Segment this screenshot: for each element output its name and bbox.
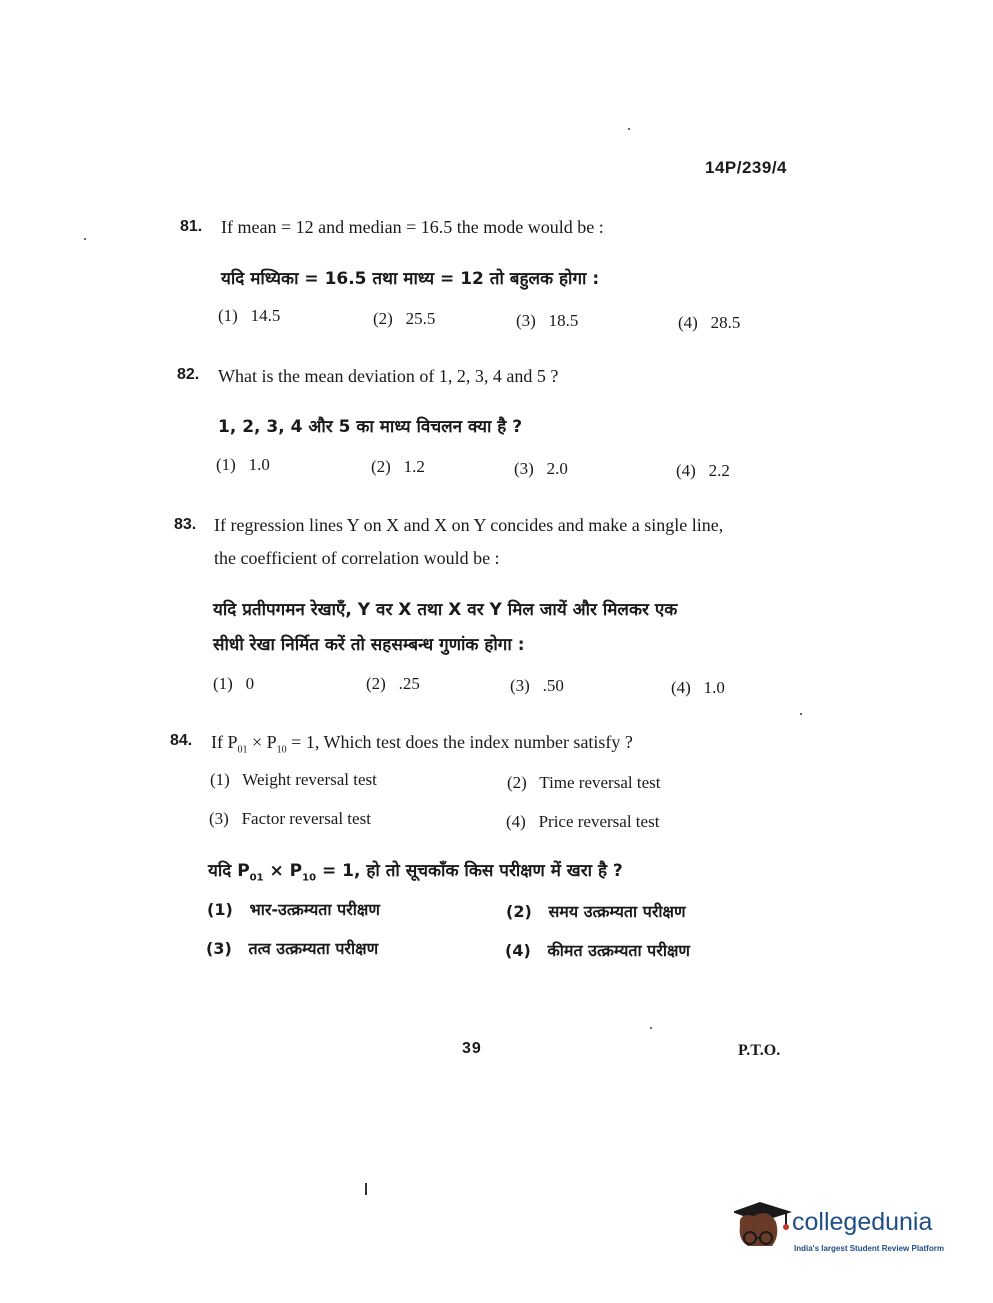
question-83-text-hi-line1: यदि प्रतीपगमन रेखाएँ, Y वर X तथा X वर Y मिल जायें और मिलकर एक xyxy=(213,600,678,620)
question-82-number: 82. xyxy=(177,366,200,383)
q81-option-4: (4) 28.5 xyxy=(678,313,741,332)
scan-speck xyxy=(628,128,630,130)
watermark-brand: collegedunia xyxy=(792,1208,933,1236)
q83-option-1: (1) 0 xyxy=(213,674,255,693)
pto-label: P.T.O. xyxy=(738,1042,781,1059)
paper-code: 14P/239/4 xyxy=(705,158,788,177)
question-83-text-hi-line2: सीधी रेखा निर्मित करें तो सहसम्बन्ध गुणांक होगा : xyxy=(213,635,525,655)
q81-option-3: (3) 18.5 xyxy=(516,311,579,330)
question-81-text-en: If mean = 12 and median = 16.5 the mode would be : xyxy=(221,217,604,237)
scan-speck xyxy=(84,238,86,240)
scan-speck xyxy=(650,1027,652,1029)
q84-option-4-hi: (4) कीमत उत्क्रम्यता परीक्षण xyxy=(505,941,691,960)
page-number: 39 xyxy=(462,1040,482,1057)
q84-option-3-en: (3) Factor reversal test xyxy=(209,809,371,828)
q83-option-3: (3) .50 xyxy=(510,676,564,695)
q82-option-3: (3) 2.0 xyxy=(514,459,568,478)
q84-option-3-hi: (3) तत्व उत्क्रम्यता परीक्षण xyxy=(206,939,379,958)
q82-option-2: (2) 1.2 xyxy=(371,457,425,476)
question-81-number: 81. xyxy=(180,218,203,235)
question-82-text-hi: 1, 2, 3, 4 और 5 का माध्य विचलन क्या है ? xyxy=(218,417,523,437)
watermark-tagline: India's largest Student Review Platform xyxy=(794,1244,944,1253)
q84-option-4-en: (4) Price reversal test xyxy=(506,812,660,831)
q84-option-2-hi: (2) समय उत्क्रम्यता परीक्षण xyxy=(506,902,686,921)
question-83-text-en-line1: If regression lines Y on X and X on Y concides and make a single line, xyxy=(214,515,724,535)
q81-option-1: (1) 14.5 xyxy=(218,306,281,325)
question-84-number: 84. xyxy=(170,732,193,749)
q84-option-1-en: (1) Weight reversal test xyxy=(210,770,377,789)
q81-option-2: (2) 25.5 xyxy=(373,309,436,328)
q83-option-4: (4) 1.0 xyxy=(671,678,725,697)
q83-option-2: (2) .25 xyxy=(366,674,420,693)
question-84-text-en: If $P_{01} \times P_{10} = 1$, Which test does the index number satisfy ? xyxy=(211,732,633,756)
question-83-number: 83. xyxy=(174,516,197,533)
scan-mark xyxy=(365,1183,367,1195)
scan-speck xyxy=(800,713,802,715)
q82-option-1: (1) 1.0 xyxy=(216,455,270,474)
q82-option-4: (4) 2.2 xyxy=(676,461,730,480)
q84-option-2-en: (2) Time reversal test xyxy=(507,773,661,792)
question-82-text-en: What is the mean deviation of 1, 2, 3, 4 and 5 ? xyxy=(218,366,559,386)
question-81-text-hi: यदि मध्यिका = 16.5 तथा माध्य = 12 तो बहुलक होगा : xyxy=(221,269,600,289)
q84-option-1-hi: (1) भार-उत्क्रम्यता परीक्षण xyxy=(207,900,380,919)
question-84-text-hi: यदि $P_{01} \times P_{10} = 1$, हो तो सूचकाँक किस परीक्षण में खरा है ? xyxy=(208,861,623,884)
question-83-text-en-line2: the coefficient of correlation would be : xyxy=(214,548,500,568)
